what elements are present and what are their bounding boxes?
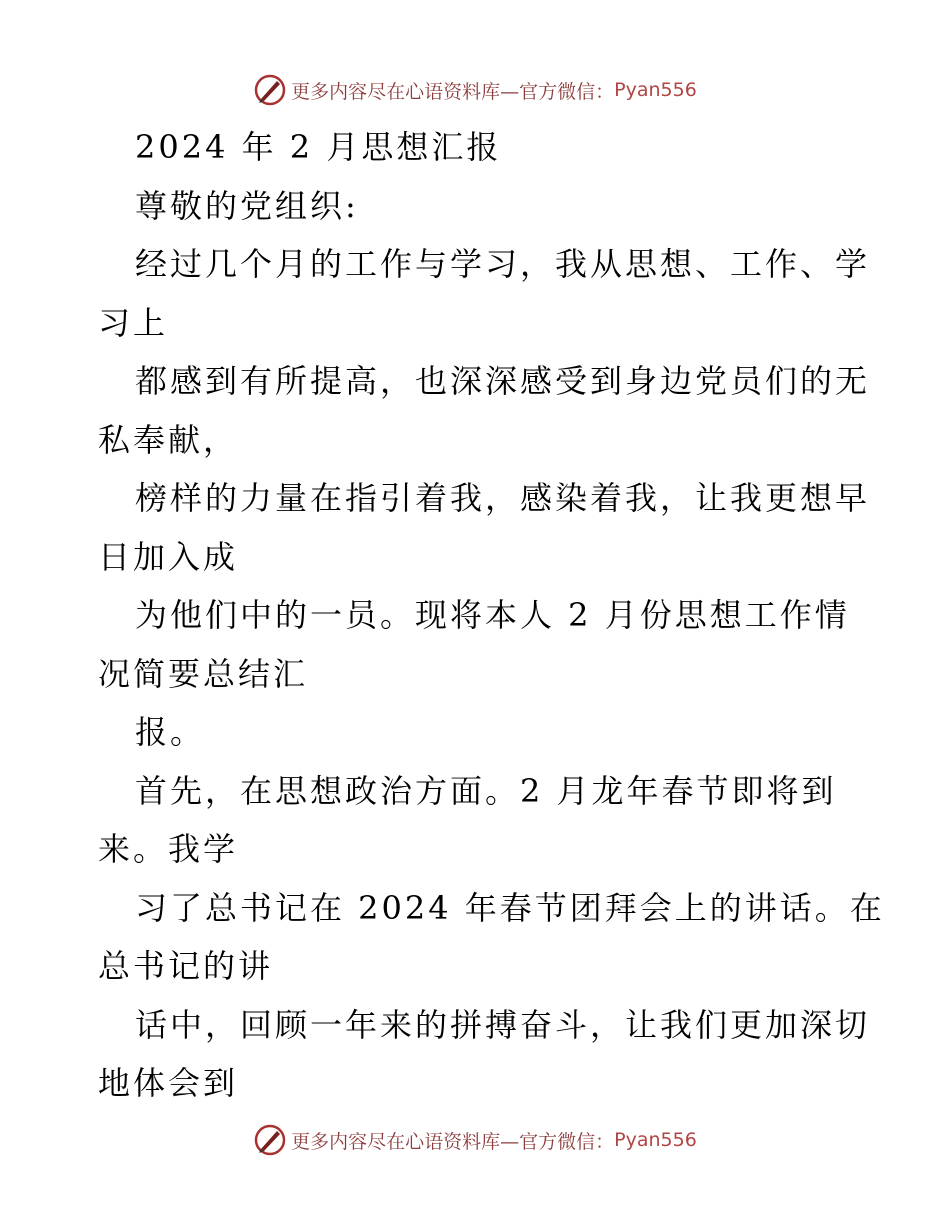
document-line: 尊敬的党组织: [135, 186, 359, 225]
watermark-site-text: 更多内容尽在心语资料库—官方微信： [291, 80, 615, 103]
document-line: 首先，在思想政治方面。2 月龙年春节即将到 [135, 771, 837, 810]
quill-pen-circle-icon [253, 73, 287, 107]
document-line: 经过几个月的工作与学习，我从思想、工作、学 [135, 245, 871, 283]
watermark-footer [0, 1120, 950, 1160]
document-line: 2024 年 2 月思想汇报 [135, 128, 502, 166]
watermark-handle: Pyan556 [614, 79, 697, 101]
document-line: 话中，回顾一年来的拼搏奋斗，让我们更加深切 [135, 1005, 871, 1044]
document-line: 报。 [135, 713, 206, 751]
document-line: 私奉献， [98, 420, 239, 459]
document-line: 日加入成 [98, 537, 239, 576]
document-line: 都感到有所提高，也深深感受到身边党员们的无 [135, 362, 871, 400]
document-line: 为他们中的一员。现将本人 2 月份思想工作情 [135, 596, 850, 634]
document-line: 习了总书记在 2024 年春节团拜会上的讲话。在 [135, 888, 885, 927]
document-line: 况简要总结汇 [98, 654, 309, 693]
document-line: 总书记的讲 [98, 947, 274, 985]
watermark-handle: Pyan556 [614, 1129, 697, 1151]
document-line: 来。我学 [98, 830, 239, 868]
quill-pen-circle-icon [253, 1123, 287, 1157]
document-line: 习上 [98, 303, 169, 342]
watermark-site-text: 更多内容尽在心语资料库—官方微信： [291, 1130, 615, 1153]
document-body [98, 118, 885, 1113]
document-line: 地体会到 [98, 1064, 239, 1102]
document-line: 榜样的力量在指引着我，感染着我，让我更想早 [135, 479, 871, 517]
watermark-header [0, 70, 950, 110]
